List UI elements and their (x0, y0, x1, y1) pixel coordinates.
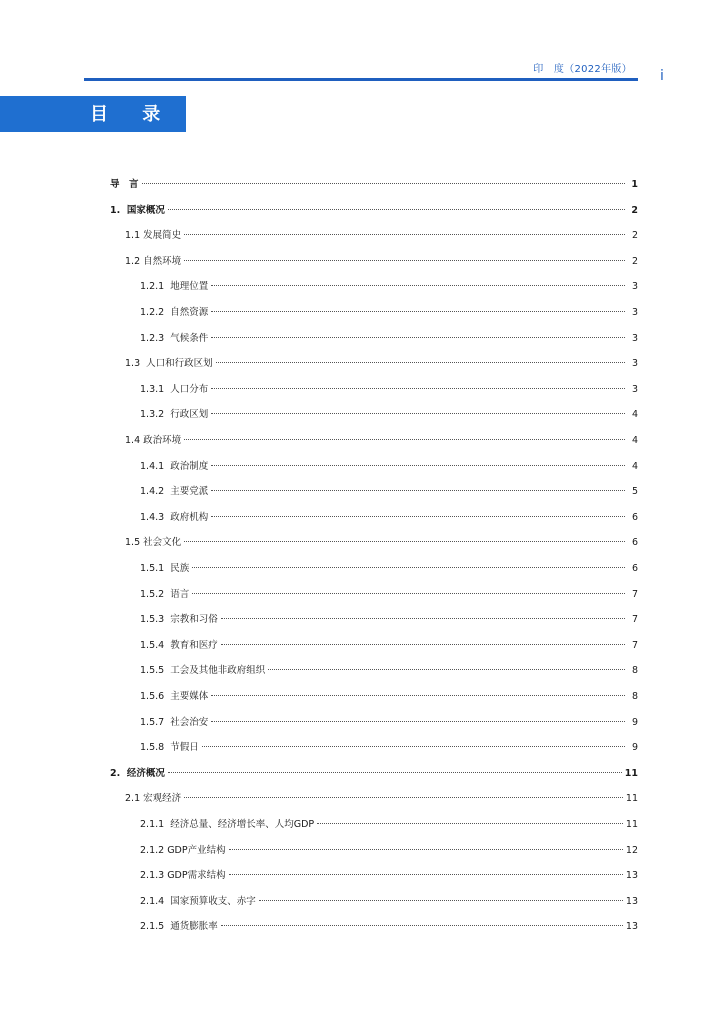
toc-entry-page: 11 (625, 819, 638, 830)
toc-dot-leader (211, 490, 625, 491)
toc-entry-page: 12 (625, 844, 638, 856)
toc-dot-leader (221, 925, 623, 926)
toc-dot-leader (211, 465, 625, 466)
toc-entry[interactable] (140, 611, 638, 631)
toc-dot-leader (211, 516, 625, 517)
toc-entry-page: 7 (631, 588, 638, 600)
toc-dot-leader (211, 721, 625, 722)
toc-entry-label: 2.1.2 GDP产业结构 (140, 844, 226, 856)
toc-entry-page: 2 (631, 230, 638, 242)
toc-entry-page: 6 (631, 537, 638, 549)
toc-entry[interactable] (140, 586, 638, 606)
toc-entry-page: 8 (631, 691, 638, 702)
toc-dot-leader (229, 874, 623, 875)
toc-dot-leader (168, 772, 622, 773)
toc-entry-label: 1.2 自然环境 (125, 255, 182, 267)
toc-entry[interactable] (140, 458, 638, 478)
toc-dot-leader (192, 567, 625, 568)
toc-entry[interactable] (140, 509, 638, 529)
toc-entry-page: 13 (625, 921, 638, 933)
toc-entry[interactable] (140, 918, 638, 938)
toc-entry-label: 1.5 社会文化 (125, 537, 182, 549)
toc-entry-page: 2 (631, 255, 638, 267)
toc-entry-page: 6 (631, 511, 638, 523)
toc-dot-leader (211, 695, 625, 696)
toc-entry[interactable] (140, 714, 638, 734)
toc-entry-label: 1.2.2 自然资源 (140, 307, 209, 318)
toc-entry-page: 3 (631, 358, 638, 370)
toc-entry[interactable] (140, 381, 638, 401)
toc-entry-page: 4 (631, 460, 638, 472)
toc-entry-label: 1.4.3 政府机构 (140, 511, 209, 523)
toc-dot-leader (229, 849, 623, 850)
toc-dot-leader (184, 541, 625, 542)
toc-entry[interactable] (125, 253, 638, 273)
toc-entry[interactable] (140, 688, 638, 708)
toc-entry-page: 4 (631, 435, 638, 446)
toc-entry-label: 1.5.6 主要媒体 (140, 691, 209, 702)
toc-entry-label: 1.1 发展简史 (125, 230, 182, 242)
toc-entry-page: 13 (625, 895, 638, 907)
toc-entry[interactable] (140, 637, 638, 657)
toc-entry-page: 3 (631, 281, 638, 293)
toc-entry-label: 2.1 宏观经济 (125, 793, 182, 805)
toc-entry-page: 4 (631, 409, 638, 421)
toc-entry[interactable] (140, 842, 638, 862)
toc-entry-label: 1.5.7 社会治安 (140, 716, 209, 728)
toc-dot-leader (168, 209, 625, 210)
header-rule (84, 78, 638, 81)
toc-entry-label: 1.3 人口和行政区划 (125, 358, 213, 370)
toc-entry[interactable] (110, 202, 638, 222)
toc-entry[interactable] (110, 176, 638, 196)
toc-entry-page: 3 (631, 307, 638, 318)
toc-entry-page: 8 (631, 665, 638, 677)
toc-entry[interactable] (140, 406, 638, 426)
toc-dot-leader (221, 618, 625, 619)
toc-entry[interactable] (110, 765, 638, 785)
toc-entry-label: 2.1.4 国家预算收支、赤字 (140, 895, 256, 907)
toc-entry-page: 13 (625, 870, 638, 882)
toc-dot-leader (192, 593, 625, 594)
toc-entry[interactable] (140, 662, 638, 682)
toc-dot-leader (211, 388, 625, 389)
toc-entry-label: 1.5.3 宗教和习俗 (140, 614, 218, 626)
toc-entry-label: 导 言 (110, 179, 139, 190)
running-header-title: 印 度（2022年版） (533, 64, 632, 75)
toc-entry-page: 6 (631, 563, 638, 574)
toc-entry-page: 7 (631, 614, 638, 626)
toc-dot-leader (184, 439, 625, 440)
toc-dot-leader (184, 234, 625, 235)
toc-entry-label: 1. 国家概况 (110, 204, 165, 216)
page-number: i (660, 68, 664, 84)
toc-dot-leader (211, 413, 625, 414)
toc-dot-leader (317, 823, 623, 824)
toc-entry[interactable] (140, 483, 638, 503)
toc-entry-page: 11 (625, 793, 638, 805)
toc-dot-leader (259, 900, 623, 901)
toc-entry-label: 1.3.2 行政区划 (140, 409, 209, 421)
toc-entry[interactable] (140, 278, 638, 298)
toc-entry[interactable] (125, 534, 638, 554)
toc-dot-leader (211, 285, 625, 286)
toc-dot-leader (142, 183, 625, 184)
toc-entry-label: 1.4.2 主要党派 (140, 486, 209, 498)
toc-entry-label: 1.2.3 气候条件 (140, 332, 209, 344)
toc-entry-page: 1 (631, 179, 638, 190)
toc-dot-leader (268, 669, 625, 670)
toc-entry[interactable] (140, 816, 638, 836)
toc-entry[interactable] (125, 355, 638, 375)
toc-entry-page: 3 (631, 383, 638, 395)
toc-entry[interactable] (125, 227, 638, 247)
toc-dot-leader (202, 746, 625, 747)
toc-entry[interactable] (140, 867, 638, 887)
toc-title: 目 录 (90, 104, 175, 125)
toc-entry-label: 1.4 政治环境 (125, 435, 182, 446)
toc-entry[interactable] (140, 560, 638, 580)
toc-entry-label: 1.4.1 政治制度 (140, 460, 209, 472)
toc-entry-label: 2. 经济概况 (110, 767, 165, 779)
toc-entry[interactable] (140, 330, 638, 350)
toc-entry[interactable] (140, 304, 638, 324)
toc-entry-page: 9 (631, 742, 638, 754)
toc-entry[interactable] (125, 432, 638, 452)
toc-dot-leader (211, 311, 625, 312)
toc-entry-label: 1.5.2 语言 (140, 588, 190, 600)
toc-entry[interactable] (125, 790, 638, 810)
toc-entry-page: 7 (631, 639, 638, 651)
toc-dot-leader (184, 260, 625, 261)
toc-entry[interactable] (140, 893, 638, 913)
toc-entry-label: 2.1.1 经济总量、经济增长率、人均GDP (140, 819, 315, 830)
toc-entry-page: 5 (631, 486, 638, 498)
toc-entry-label: 1.2.1 地理位置 (140, 281, 209, 293)
toc-entry-label: 1.5.5 工会及其他非政府组织 (140, 665, 266, 677)
toc-entry-label: 1.5.1 民族 (140, 563, 190, 574)
toc-entry-label: 1.5.8 节假日 (140, 742, 199, 754)
toc-dot-leader (211, 337, 625, 338)
toc-entry-label: 2.1.3 GDP需求结构 (140, 870, 226, 882)
toc-entry[interactable] (140, 739, 638, 759)
toc-entry-label: 1.5.4 教育和医疗 (140, 639, 218, 651)
toc-entry-label: 2.1.5 通货膨胀率 (140, 921, 218, 933)
toc-dot-leader (221, 644, 625, 645)
toc-entry-page: 9 (631, 716, 638, 728)
toc-entry-label: 1.3.1 人口分布 (140, 383, 209, 395)
toc-entry-page: 11 (624, 767, 638, 779)
toc-dot-leader (184, 797, 623, 798)
toc-entry-page: 2 (631, 204, 638, 216)
toc-banner (0, 96, 186, 132)
toc-entry-page: 3 (631, 332, 638, 344)
toc-dot-leader (216, 362, 625, 363)
